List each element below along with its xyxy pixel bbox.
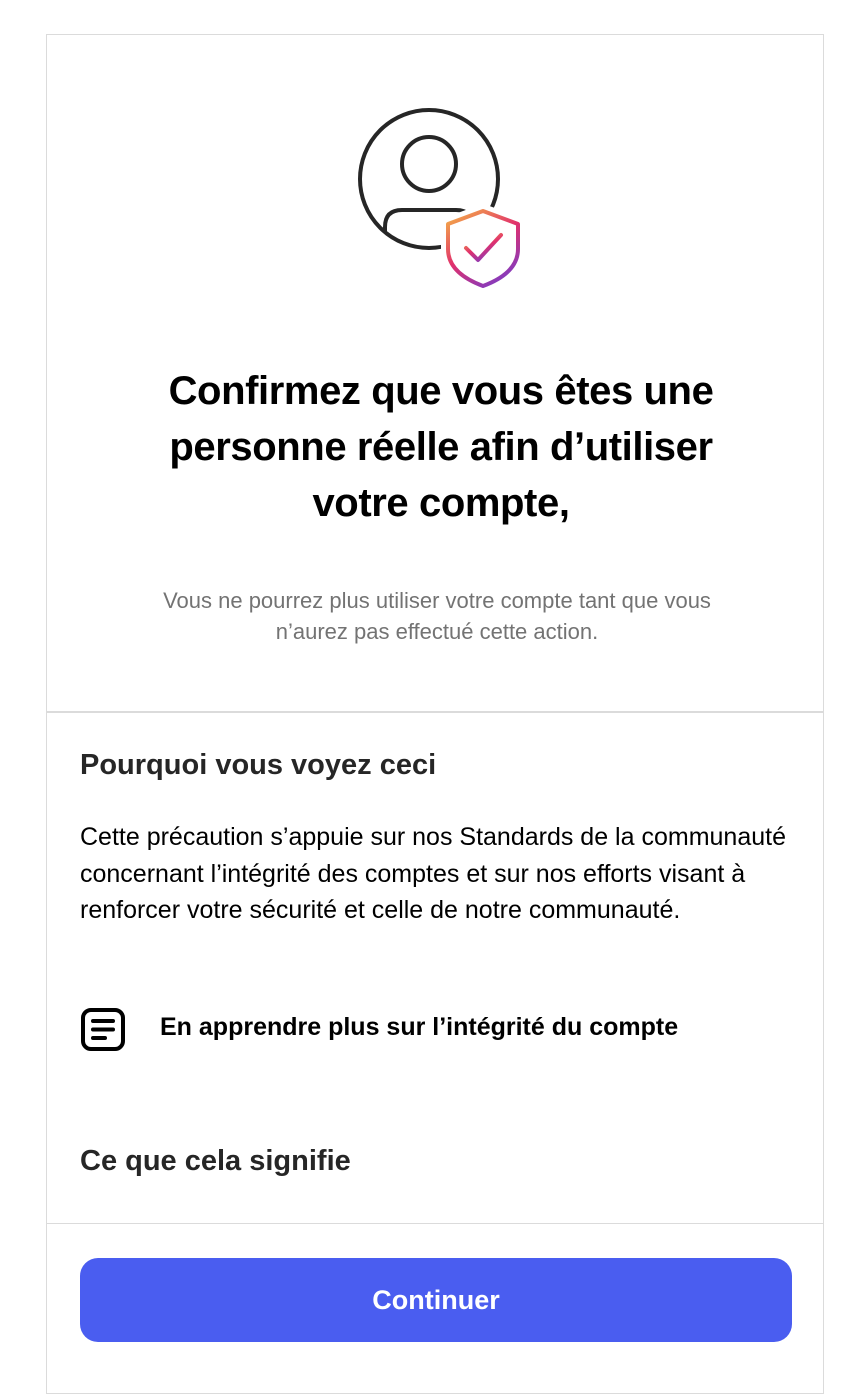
learn-more-link[interactable] xyxy=(80,1007,720,1087)
page-title: Confirmez que vous êtes une personne réelle afin d’utiliser votre compte, xyxy=(168,369,714,525)
verification-card xyxy=(46,34,824,1394)
meaning-heading: Ce que cela signifie xyxy=(80,1145,351,1177)
section-divider xyxy=(47,711,823,713)
why-body: Cette précaution s’appuie sur nos Standards de la communauté concernant l’intégrité des comptes et sur nos efforts visant à renforcer votre sécurité et celle de notre communauté. xyxy=(80,823,786,924)
why-heading: Pourquoi vous voyez ceci xyxy=(80,749,437,781)
document-icon xyxy=(80,1007,128,1053)
page-subtitle: Vous ne pourrez plus utiliser votre compte tant que vous n’aurez pas effectué cette action. xyxy=(163,588,711,644)
user-shield-check-icon xyxy=(355,107,520,292)
continue-button[interactable]: Continuer xyxy=(80,1258,792,1342)
footer-bar xyxy=(47,1223,823,1394)
learn-more-label[interactable]: En apprendre plus sur l’intégrité du compte xyxy=(160,1013,679,1041)
